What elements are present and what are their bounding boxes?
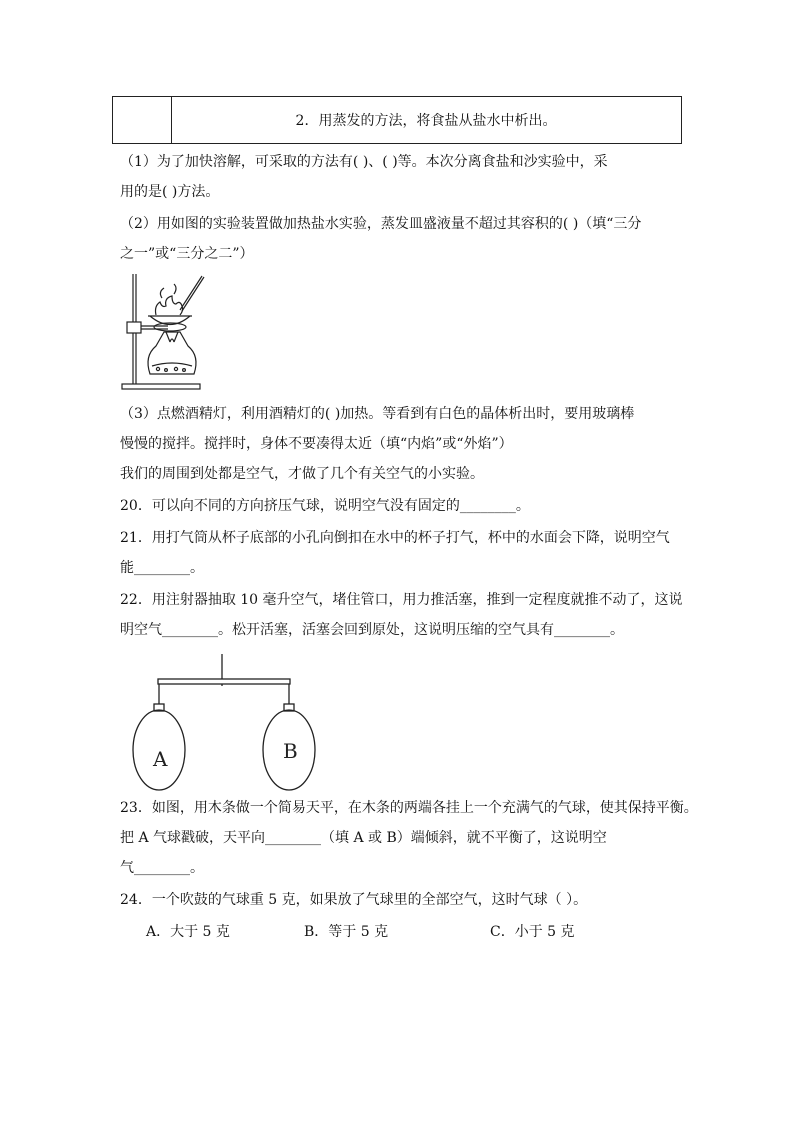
option-c[interactable]: C．小于 5 克 [490, 924, 575, 940]
experiment-table [112, 96, 682, 144]
balloon-a-label: A [153, 747, 168, 771]
q23-line-3: 气________。 [120, 860, 204, 876]
q2-line-2: 之一”或“三分之二”） [120, 246, 254, 262]
balloon-b-label: B [283, 739, 298, 763]
table-text-cell [171, 97, 681, 143]
q21-line-2: 能________。 [120, 560, 204, 576]
q3-line-2: 慢慢的搅拌。搅拌时，身体不要凑得太近（填“内焰”或“外焰”） [120, 436, 513, 452]
q1-line-1: （1）为了加快溶解，可采取的方法有( )、( )等。本次分离食盐和沙实验中，采 [120, 154, 608, 170]
option-a[interactable]: A．大于 5 克 [146, 924, 230, 940]
q23-line-1: 23．如图，用木条做一个简易天平，在木条的两端各挂上一个充满气的气球，使其保持平衡。 [120, 800, 698, 816]
question-24: 24．一个吹鼓的气球重 5 克，如果放了气球里的全部空气，这时气球（ ）。 [120, 892, 588, 908]
evaporation-apparatus-figure [118, 270, 208, 392]
q23-line-2: 把 A 气球戳破，天平向________（填 A 或 B）端倾斜，就不平衡了，这说明空 [120, 830, 607, 846]
table-row-text: 2．用蒸发的方法，将食盐从盐水中析出。 [295, 113, 557, 129]
q1-line-2: 用的是( )方法。 [120, 184, 220, 200]
q22-line-1: 22．用注射器抽取 10 毫升空气，堵住管口，用力推活塞，推到一定程度就推不动了，这说 [120, 592, 683, 608]
q22-line-2: 明空气________。松开活塞，活塞会回到原处，这说明压缩的空气具有________。 [120, 622, 624, 638]
balloon-balance-figure [126, 652, 366, 802]
q2-line-1: （2）用如图的实验装置做加热盐水实验，蒸发皿盛液量不超过其容积的( )（填“三分 [120, 216, 642, 232]
question-20: 20．可以向不同的方向挤压气球，说明空气没有固定的________。 [120, 498, 530, 514]
table-empty-cell [113, 97, 172, 143]
section-intro: 我们的周围到处都是空气，才做了几个有关空气的小实验。 [120, 466, 484, 482]
q3-line-1: （3）点燃酒精灯，利用酒精灯的( )加热。等看到有白色的晶体析出时，要用玻璃棒 [120, 406, 635, 422]
q21-line-1: 21．用打气筒从杯子底部的小孔向倒扣在水中的杯子打气，杯中的水面会下降，说明空气 [120, 530, 670, 546]
option-b[interactable]: B．等于 5 克 [304, 924, 389, 940]
